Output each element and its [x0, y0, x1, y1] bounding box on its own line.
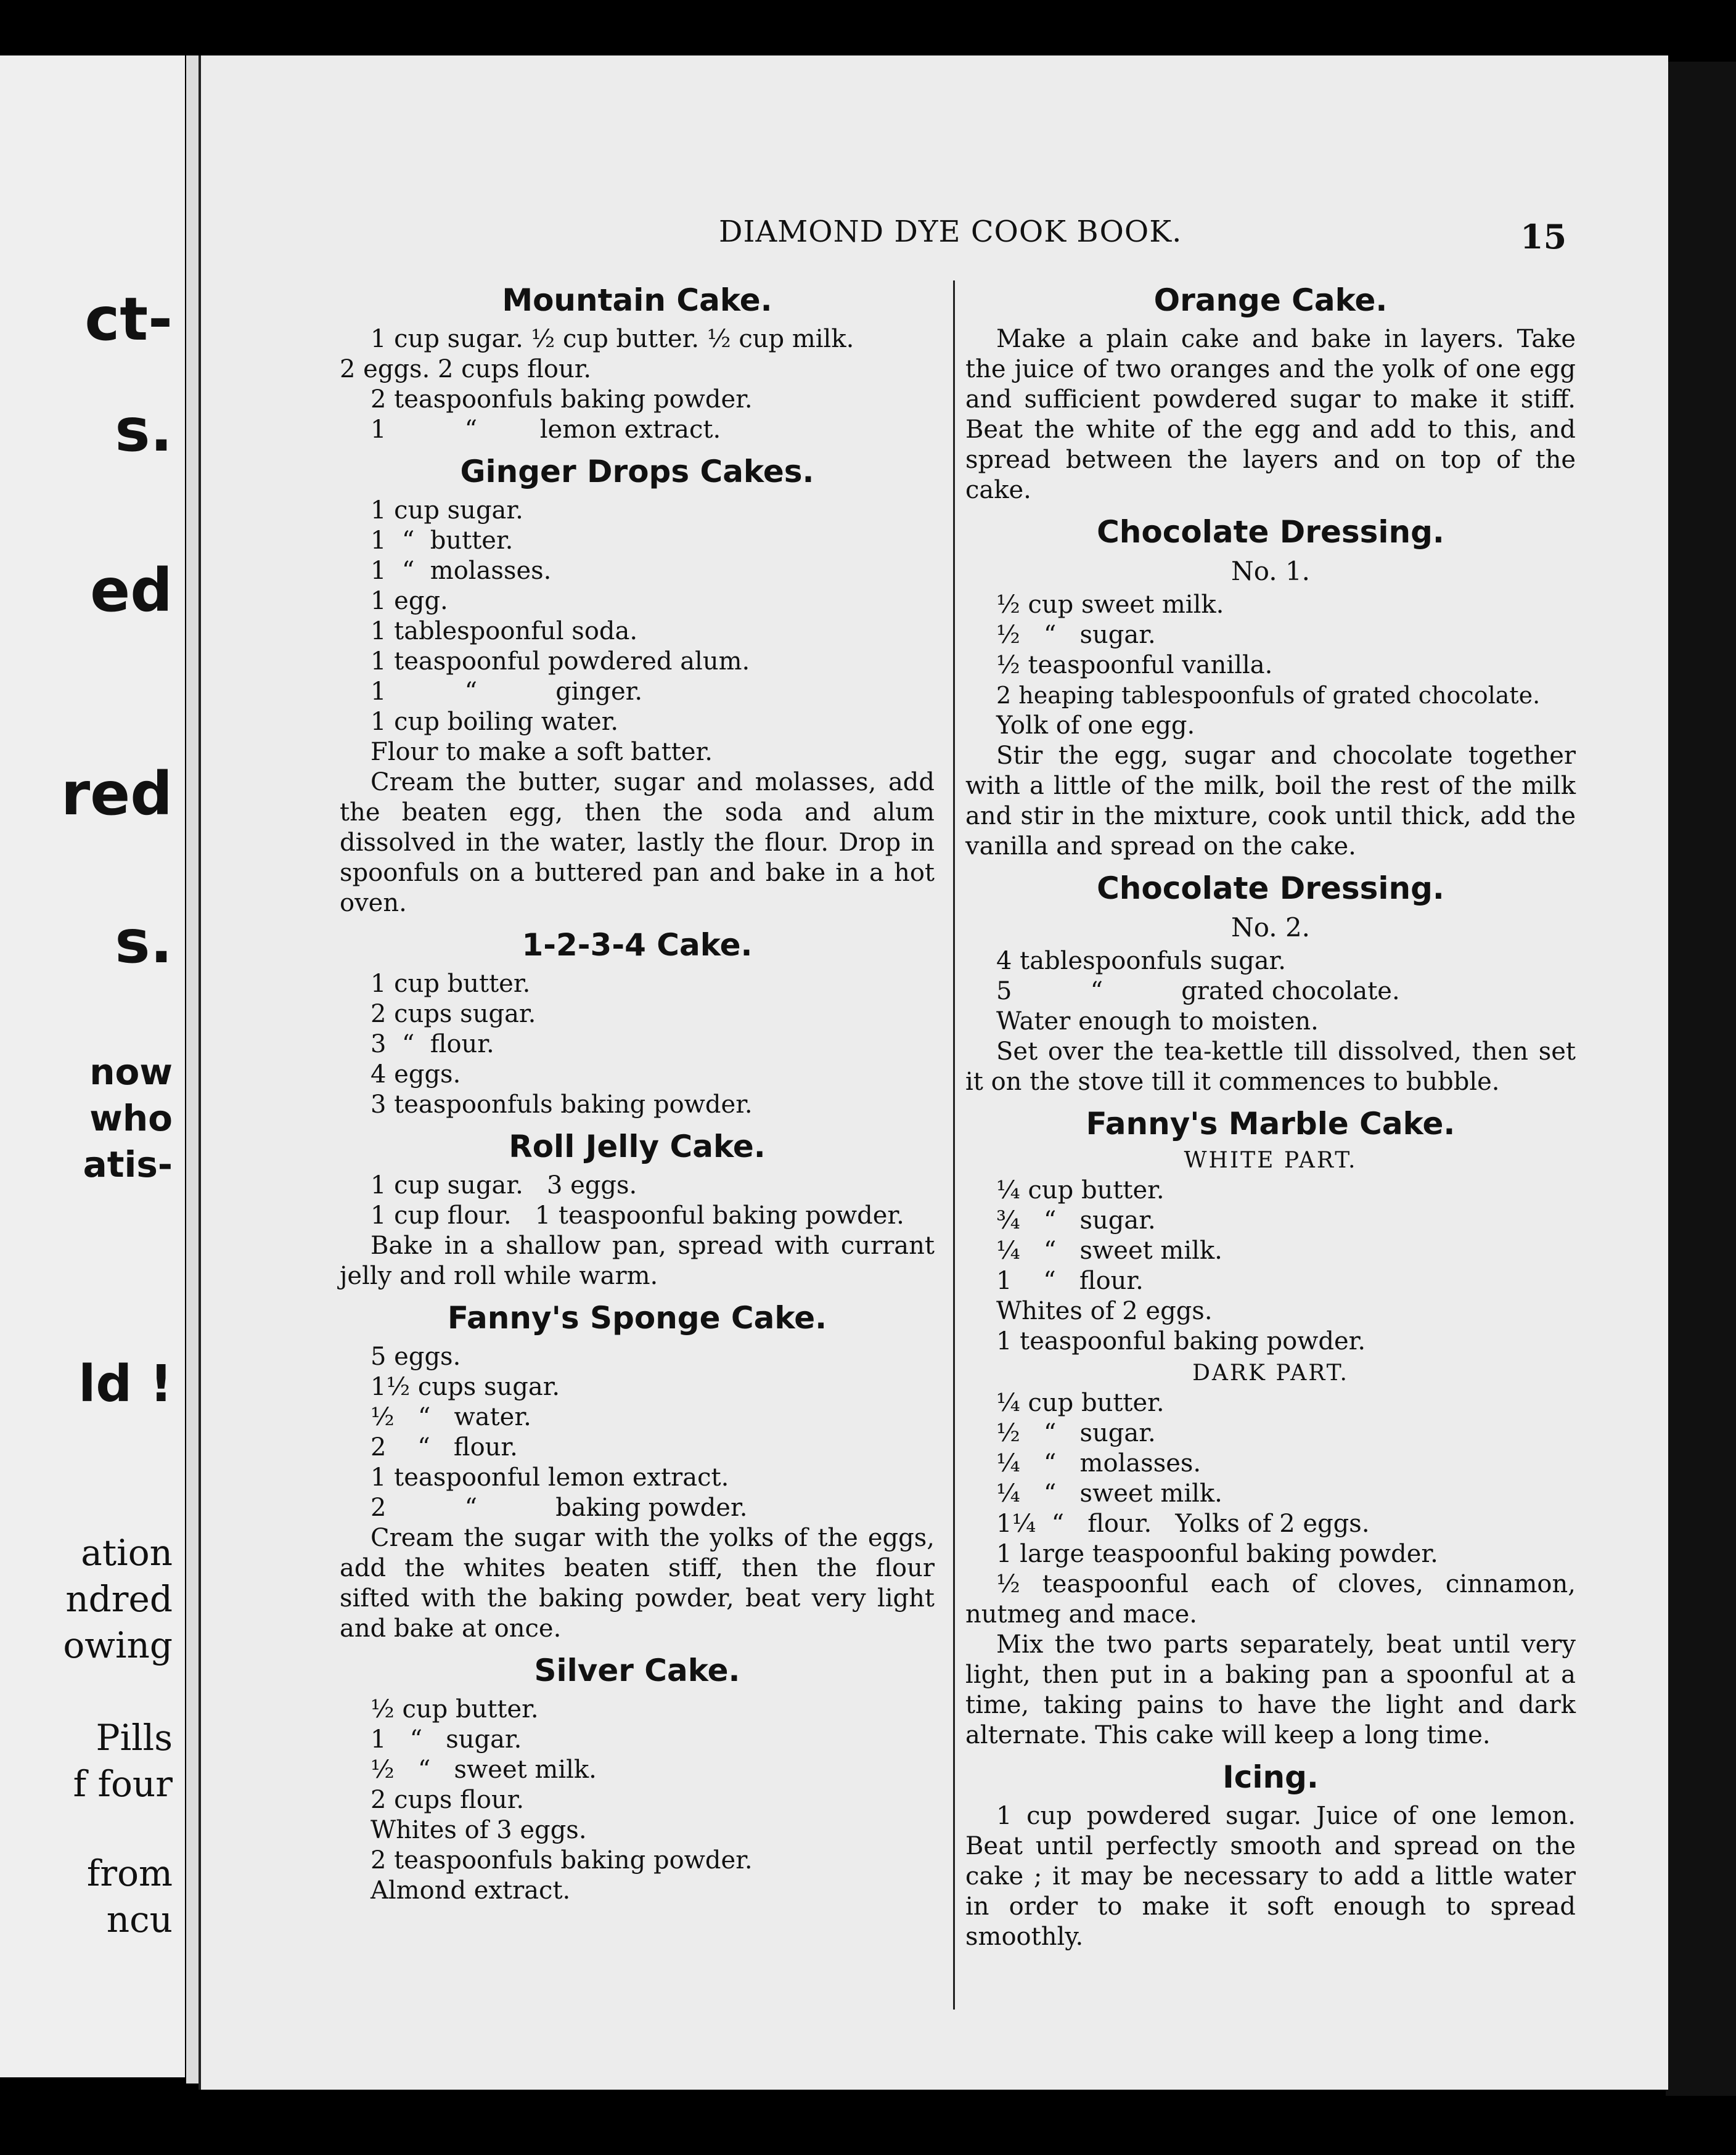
ingredient-line: 1 cup sugar.: [371, 496, 523, 525]
recipe-title: Fanny's Sponge Cake.: [447, 1300, 827, 1336]
recipe-title: Ginger Drops Cakes.: [460, 454, 814, 489]
ingredient-line: 1 large teaspoonful baking powder.: [996, 1540, 1438, 1568]
recipe-directions: Set over the tea-kettle till dissolved, then set it on the stove till it commences to bubble.: [965, 1037, 1576, 1096]
recipe-silver-cake: [340, 1653, 935, 1906]
ingredient-line: 1 “ lemon extract.: [371, 415, 721, 444]
recipe-icing: [965, 1759, 1576, 1952]
ingredient-line: ¼ “ sweet milk.: [996, 1479, 1222, 1508]
ingredient-line: 2 teaspoonfuls baking powder.: [371, 385, 753, 414]
recipe-fannys-sponge-cake: [340, 1300, 935, 1644]
ingredient-line: 1 egg.: [371, 587, 448, 615]
recipe-chocolate-dressing-1: [965, 514, 1576, 862]
ingredient-line: 1 “ sugar.: [371, 1725, 522, 1754]
ingredient-line: 1 cup butter.: [371, 970, 531, 998]
recipe-title: Fanny's Marble Cake.: [1086, 1106, 1456, 1142]
ingredient-line: 5 eggs.: [371, 1343, 461, 1371]
recipe-title: Silver Cake.: [534, 1653, 740, 1688]
ingredient-line: 1 cup sugar. ½ cup butter. ½ cup milk.: [371, 325, 854, 353]
recipe-directions: Mix the two parts separately, beat until very light, then put in a baking pan a spoonful at a time, taking pains to have the light and dark alternate. This cake will keep a long time.: [965, 1630, 1576, 1749]
prev-page-text: s.: [115, 396, 173, 465]
recipe-ginger-drops-cakes: [340, 454, 935, 918]
prev-page-text: ncu: [106, 1899, 173, 1940]
ingredient-line: ½ “ sweet milk.: [371, 1756, 597, 1784]
recipe-title: Roll Jelly Cake.: [509, 1129, 766, 1164]
ingredient-line: 1 cup boiling water.: [371, 708, 619, 736]
recipe-directions: Stir the egg, sugar and chocolate together with a little of the milk, boil the rest of the milk and stir in the mixture, cook until thick, add the vanilla and spread on the cake.: [965, 742, 1576, 861]
prev-page-text: from: [86, 1852, 173, 1894]
ingredient-line: 2 heaping tablespoonfuls of grated chocolate.: [996, 682, 1541, 709]
recipe-directions: 1 cup powdered sugar. Juice of one lemon. Beat until perfectly smooth and spread on the cake ; it may be necessary to add a little water in order to make it soft enough to spread smoothly.: [965, 1802, 1576, 1951]
recipe-orange-cake: [965, 282, 1576, 505]
ingredient-line: ¼ cup butter.: [996, 1176, 1165, 1204]
ingredient-line: Flour to make a soft batter.: [371, 738, 713, 766]
ingredient-line: Whites of 3 eggs.: [371, 1816, 587, 1844]
ingredient-line: 1 teaspoonful baking powder.: [996, 1327, 1366, 1356]
ingredient-line: ¼ “ sweet milk.: [996, 1237, 1222, 1265]
ingredient-line: 1 “ butter.: [371, 526, 514, 555]
recipe-title: Icing.: [1222, 1759, 1319, 1795]
ingredient-line: 3 teaspoonfuls baking powder.: [371, 1090, 753, 1119]
recipe-directions: Cream the sugar with the yolks of the eggs, add the whites beaten stiff, then the flour sifted with the baking powder, beat very light and bake at once.: [340, 1524, 935, 1643]
recipe-title: Chocolate Dressing.: [1097, 514, 1444, 550]
prev-page-text: ed: [90, 556, 173, 625]
ingredient-line: 2 cups flour.: [371, 1786, 525, 1814]
ingredient-line: Water enough to moisten.: [996, 1007, 1319, 1036]
ingredient-line: 2 “ baking powder.: [371, 1494, 748, 1522]
ingredient-line: 1½ cups sugar.: [371, 1373, 560, 1401]
ingredient-line: ¼ cup butter.: [996, 1389, 1165, 1417]
ingredient-line: 1 tablespoonful soda.: [371, 617, 638, 645]
prev-page-text: red: [60, 759, 173, 828]
recipe-1-2-3-4-cake: [340, 927, 935, 1120]
page-edge: [1666, 62, 1736, 2096]
ingredient-line: 3 “ flour.: [371, 1030, 494, 1058]
prev-page-text: f four: [73, 1763, 173, 1805]
ingredient-line: 5 “ grated chocolate.: [996, 977, 1400, 1005]
ingredient-line: 1 teaspoonful lemon extract.: [371, 1463, 729, 1492]
recipe-directions: Make a plain cake and bake in layers. Take the juice of two oranges and the yolk of one egg and sufficient powdered sugar to make it stiff. Beat the white of the egg and add to this, and spread between the layers and on top of the cake.: [965, 325, 1576, 504]
ingredient-line: 4 eggs.: [371, 1060, 461, 1089]
ingredient-line: 2 cups sugar.: [371, 1000, 536, 1028]
ingredient-line: ½ teaspoonful vanilla.: [996, 651, 1273, 679]
ingredient-line: 1¼ “ flour. Yolks of 2 eggs.: [996, 1510, 1370, 1538]
prev-page-text: atis-: [83, 1143, 173, 1185]
prev-page-text: Pills: [96, 1717, 173, 1759]
prev-page-text: ld !: [78, 1355, 173, 1413]
previous-page-fragment: [0, 55, 185, 2077]
prev-page-text: owing: [63, 1624, 173, 1666]
ingredient-line: ½ “ sugar.: [996, 1419, 1156, 1447]
ingredient-line: Yolk of one egg.: [996, 711, 1195, 740]
part-label: WHITE PART.: [1184, 1148, 1357, 1173]
ingredient-line: 1 teaspoonful powdered alum.: [371, 647, 750, 676]
book-gutter: [186, 55, 199, 2083]
recipe-roll-jelly-cake: [340, 1129, 935, 1291]
ingredient-line: ½ “ sugar.: [996, 621, 1156, 649]
ingredient-line: ½ cup butter.: [371, 1695, 539, 1724]
prev-page-text: s.: [115, 907, 173, 976]
prev-page-text: ct-: [84, 285, 173, 354]
ingredient-line: ¾ “ sugar.: [996, 1206, 1156, 1235]
ingredient-line: 4 tablespoonfuls sugar.: [996, 947, 1286, 975]
prev-page-text: ation: [81, 1532, 173, 1574]
recipe-mountain-cake: [340, 282, 935, 445]
right-column: [965, 282, 1576, 1952]
prev-page-text: ndred: [65, 1578, 173, 1620]
ingredient-line: 2 teaspoonfuls baking powder.: [371, 1846, 753, 1875]
ingredient-line: ½ “ water.: [371, 1403, 531, 1431]
page-number: 15: [1520, 217, 1567, 256]
ingredient-line: 1 “ flour.: [996, 1267, 1144, 1295]
ingredient-line: ¼ “ molasses.: [996, 1449, 1202, 1478]
recipe-directions: Bake in a shallow pan, spread with currant jelly and roll while warm.: [340, 1232, 935, 1290]
recipe-title: Chocolate Dressing.: [1097, 870, 1444, 906]
recipe-number: No. 2.: [1230, 912, 1311, 943]
ingredient-line: ½ teaspoonful each of cloves, cinnamon, nutmeg and mace.: [965, 1570, 1576, 1629]
ingredient-line: 1 “ molasses.: [371, 557, 552, 585]
column-rule: [953, 280, 955, 2010]
ingredient-line: 1 “ ginger.: [371, 677, 643, 706]
ingredient-line: ½ cup sweet milk.: [996, 591, 1224, 619]
book-page: [199, 55, 1668, 2090]
ingredient-line: Almond extract.: [371, 1876, 571, 1905]
part-label: DARK PART.: [1192, 1360, 1349, 1386]
recipe-number: No. 1.: [1230, 556, 1311, 586]
ingredient-line: 2 eggs. 2 cups flour.: [340, 355, 592, 383]
prev-page-text: now: [89, 1051, 173, 1093]
recipe-title: 1-2-3-4 Cake.: [522, 927, 753, 963]
recipe-title: Orange Cake.: [1153, 282, 1388, 318]
running-head: DIAMOND DYE COOK BOOK.: [719, 215, 1182, 249]
ingredient-line: 1 cup sugar. 3 eggs.: [371, 1171, 637, 1200]
left-column: [340, 282, 935, 1906]
ingredient-line: Whites of 2 eggs.: [996, 1297, 1213, 1325]
recipe-title: Mountain Cake.: [502, 282, 772, 318]
ingredient-line: 2 “ flour.: [371, 1433, 518, 1462]
recipe-fannys-marble-cake: [965, 1106, 1576, 1751]
recipe-chocolate-dressing-2: [965, 870, 1576, 1097]
ingredient-line: 1 cup flour. 1 teaspoonful baking powder.: [371, 1201, 904, 1230]
recipe-directions: Cream the butter, sugar and molasses, add the beaten egg, then the soda and alum dissolved in the water, lastly the flour. Drop in spoonfuls on a buttered pan and bake in a hot oven.: [340, 768, 935, 917]
prev-page-text: who: [89, 1097, 173, 1139]
